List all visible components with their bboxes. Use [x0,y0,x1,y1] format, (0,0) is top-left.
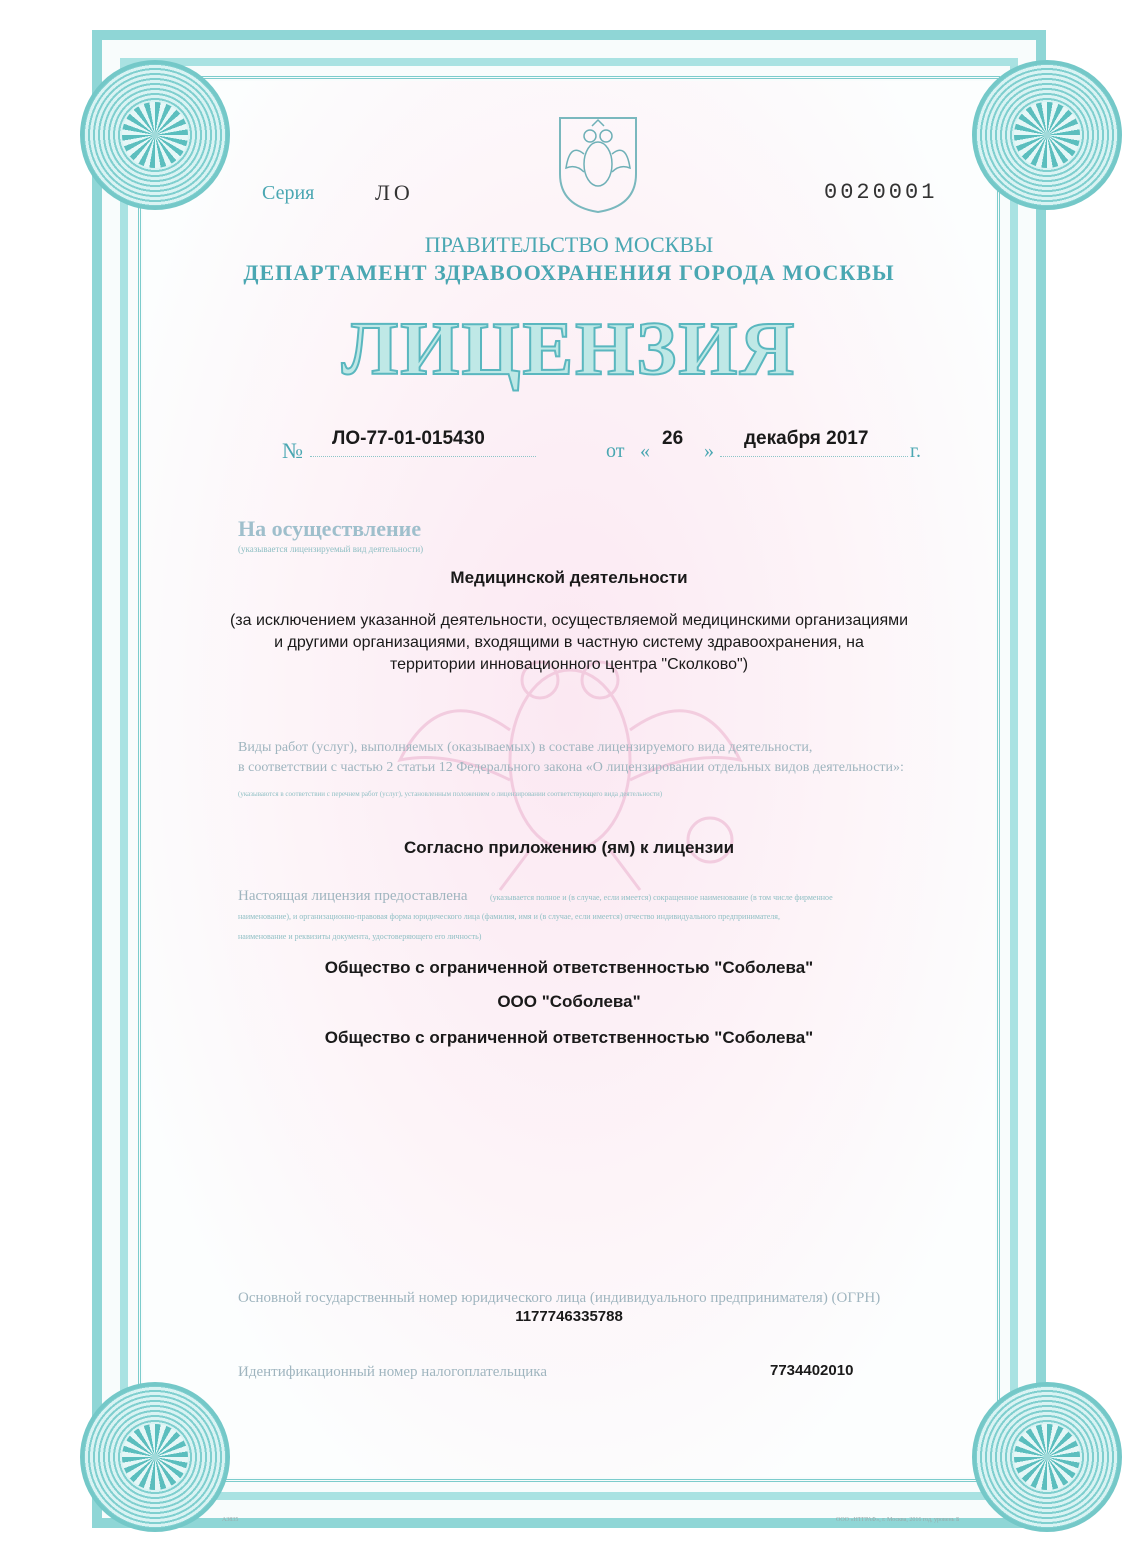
works-label-line-2: в соответствии с частью 2 статьи 12 Федерального закона «О лицензировании отдельных видов деятельности»: [238,760,904,775]
inn-label: Идентификационный номер налогоплательщика [238,1364,548,1380]
holder-hint-line-3: наименование и реквизиты документа, удостоверяющего его личность) [238,932,482,941]
holder-hint-line-1: (указывается полное и (в случае, если имеется) сокращенное наименование (в том числе фирменное [490,893,833,902]
form-number: 0020001 [824,180,938,205]
holder-short-name: ООО "Соболева" [497,992,641,1011]
imprint-left: А3835 [222,1517,239,1523]
number-line [310,454,536,457]
license-month-year: декабря 2017 [744,428,869,449]
corner-rosette-top-left [80,60,230,210]
works-label-line-1: Виды работ (услуг), выполняемых (оказываемых) в составе лицензируемого вида деятельности, [238,740,813,755]
issuer-government: ПРАВИТЕЛЬСТВО МОСКВЫ [424,232,714,257]
date-quote-close: » [704,440,714,462]
holder-hint-line-2: наименование), и организационно-правовая форма юридического лица (фамилия, имя и (в случае, если имеется) отчество индивидуального предпринимателя, [238,912,780,921]
activity-description-line-2: и другими организациями, входящими в частную систему здравоохранения, на [274,634,864,651]
activity-label: На осуществление [238,516,422,541]
issuer-department: ДЕПАРТАМЕНТ ЗДРАВООХРАНЕНИЯ ГОРОДА МОСКВЫ [243,260,895,285]
license-day: 26 [662,428,684,449]
works-hint: (указываются в соответствии с перечнем работ (услуг), установленным положением о лицензировании соответствующего вида деятельности) [238,790,663,798]
series-value: ЛО [375,180,414,205]
activity-description-line-1: (за исключением указанной деятельности, осуществляемой медицинскими организациями [229,612,909,629]
document-title: ЛИЦЕНЗИЯ [341,307,797,391]
activity-title: Медицинской деятельности [450,568,688,587]
activity-description-line-3: территории инновационного центра "Сколково") [389,656,749,673]
corner-rosette-top-right [972,60,1122,210]
year-suffix: г. [910,440,921,462]
ogrn-label: Основной государственный номер юридического лица (индивидуального предпринимателя) (ОГРН) [238,1290,881,1306]
series-label: Серия [262,182,315,204]
license-number: ЛО-77-01-015430 [332,428,485,449]
date-quote-open: « [640,440,650,462]
date-from-label: от [606,440,625,462]
holder-full-name: Общество с ограниченной ответственностью "Соболева" [324,958,814,977]
holder-label: Настоящая лицензия предоставлена [238,888,468,904]
works-value: Согласно приложению (ям) к лицензии [403,838,735,857]
corner-rosette-bottom-left [80,1382,230,1532]
number-sign: № [282,438,303,463]
date-line [720,454,908,457]
coat-of-arms-icon [556,114,640,214]
ogrn-value: 1177746335788 [515,1308,623,1325]
inn-value: 7734402010 [770,1362,854,1379]
corner-rosette-bottom-right [972,1382,1122,1532]
holder-firm-name: Общество с ограниченной ответственностью "Соболева" [324,1028,814,1047]
activity-hint: (указывается лицензируемый вид деятельности) [238,544,424,554]
imprint-right: ООО «НТГРАФ», г. Москва, 2016 год, уровень Б [836,1517,960,1523]
